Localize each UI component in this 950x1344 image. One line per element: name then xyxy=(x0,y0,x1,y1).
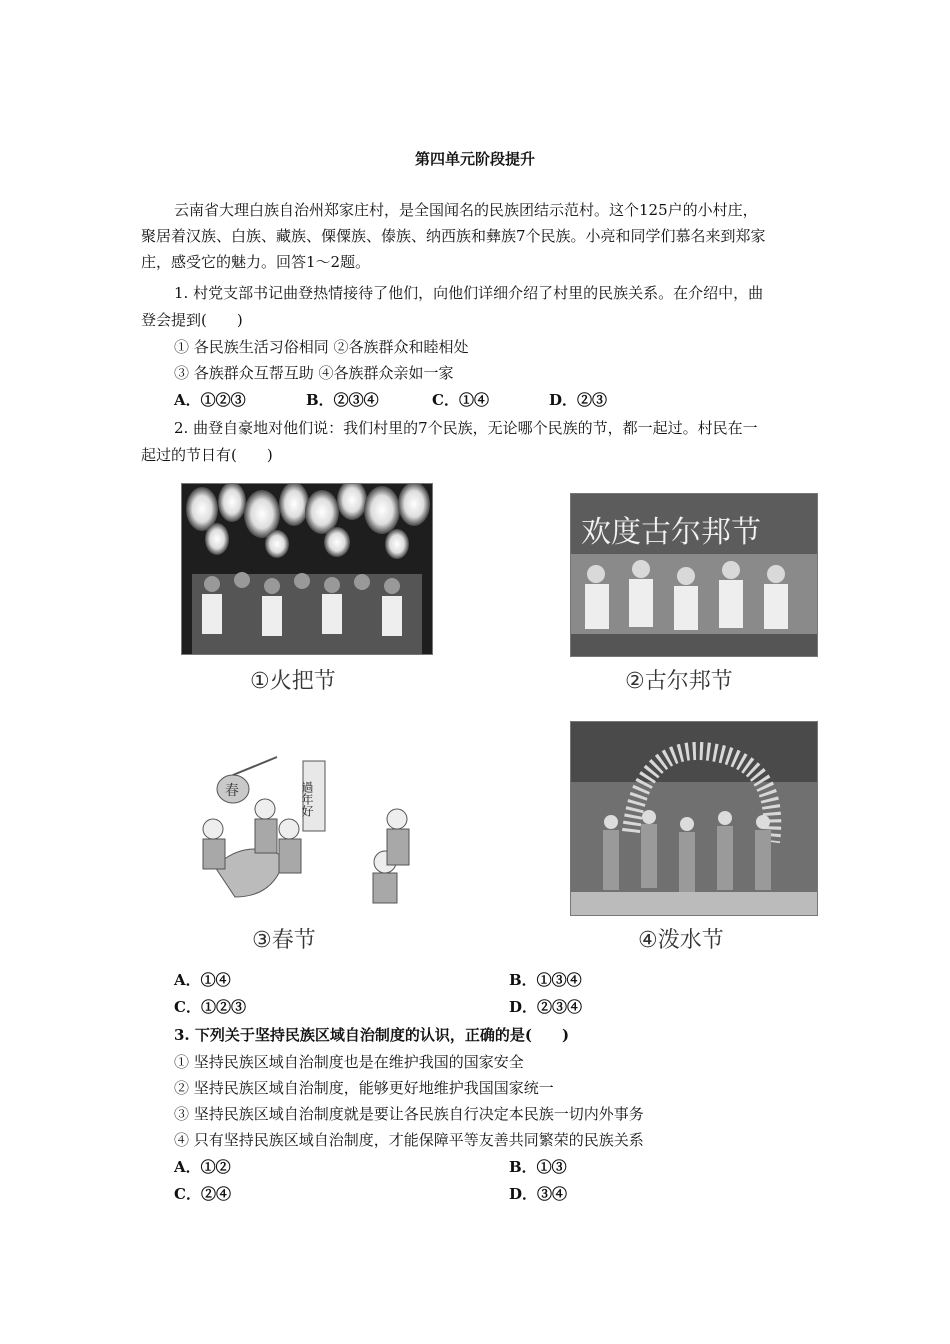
q1-item-1: ① 各民族生活习俗相同 ②各族群众和睦相处 xyxy=(174,338,469,356)
q1-option-b: B．②③④ xyxy=(306,391,379,409)
torch-festival-photo xyxy=(181,483,433,655)
q2-option-a: A．①④ xyxy=(174,971,231,989)
q3-item-1: ① 坚持民族区域自治制度也是在维护我国的国家安全 xyxy=(174,1053,524,1071)
caption-water-festival: ④泼水节 xyxy=(638,928,724,953)
water-festival-photo xyxy=(570,721,818,916)
caption-torch-festival: ①火把节 xyxy=(250,669,336,694)
q1-stem-line-1: 1. 村党支部书记曲登热情接待了他们，向他们详细介绍了村里的民族关系。在介绍中，曲 xyxy=(174,284,764,302)
q3-item-4: ④ 只有坚持民族区域自治制度，才能保障平等友善共同繁荣的民族关系 xyxy=(174,1131,644,1149)
caption-eid-festival: ②古尔邦节 xyxy=(625,669,733,694)
spring-festival-illustration xyxy=(185,737,429,909)
q2-stem-line-2: 起过的节日有( ) xyxy=(141,446,273,464)
q3-stem: 3. 下列关于坚持民族区域自治制度的认识，正确的是( ) xyxy=(174,1026,570,1044)
lantern-text: 春 xyxy=(225,783,239,799)
q2-stem-line-1: 2. 曲登自豪地对他们说：我们村里的7个民族，无论哪个民族的节，都一起过。村民在一 xyxy=(174,419,758,437)
page-title: 第四单元阶段提升 xyxy=(414,150,535,168)
caption-spring-festival: ③春节 xyxy=(252,928,316,953)
q3-option-c: C．②④ xyxy=(174,1185,231,1203)
intro-line-2: 聚居着汉族、白族、藏族、傈僳族、傣族、纳西族和彝族7个民族。小亮和同学们慕名来到郑家 xyxy=(141,227,766,245)
eid-festival-photo xyxy=(570,493,818,657)
q1-stem-line-2: 登会提到( ) xyxy=(141,311,243,329)
q1-item-2: ③ 各族群众互帮互助 ④各族群众亲如一家 xyxy=(174,364,454,382)
q3-option-d: D．③④ xyxy=(509,1185,568,1203)
intro-line-1: 云南省大理白族自治州郑家庄村，是全国闻名的民族团结示范村。这个125户的小村庄， xyxy=(174,201,758,219)
q2-option-b: B．①③④ xyxy=(509,971,582,989)
q2-option-d: D．②③④ xyxy=(509,998,583,1016)
q3-item-2: ② 坚持民族区域自治制度，能够更好地维护我国国家统一 xyxy=(174,1079,554,1097)
q1-option-c: C．①④ xyxy=(432,391,489,409)
q3-option-b: B．①③ xyxy=(509,1158,567,1176)
flag-text: 過年好 xyxy=(300,781,314,817)
banner-text: 欢度古尔邦节 xyxy=(581,515,761,550)
intro-line-3: 庄，感受它的魅力。回答1～2题。 xyxy=(141,253,371,271)
q2-option-c: C．①②③ xyxy=(174,998,246,1016)
q1-option-d: D．②③ xyxy=(549,391,608,409)
q3-option-a: A．①② xyxy=(174,1158,231,1176)
q1-option-a: A．①②③ xyxy=(174,391,246,409)
q3-item-3: ③ 坚持民族区域自治制度就是要让各民族自行决定本民族一切内外事务 xyxy=(174,1105,644,1123)
